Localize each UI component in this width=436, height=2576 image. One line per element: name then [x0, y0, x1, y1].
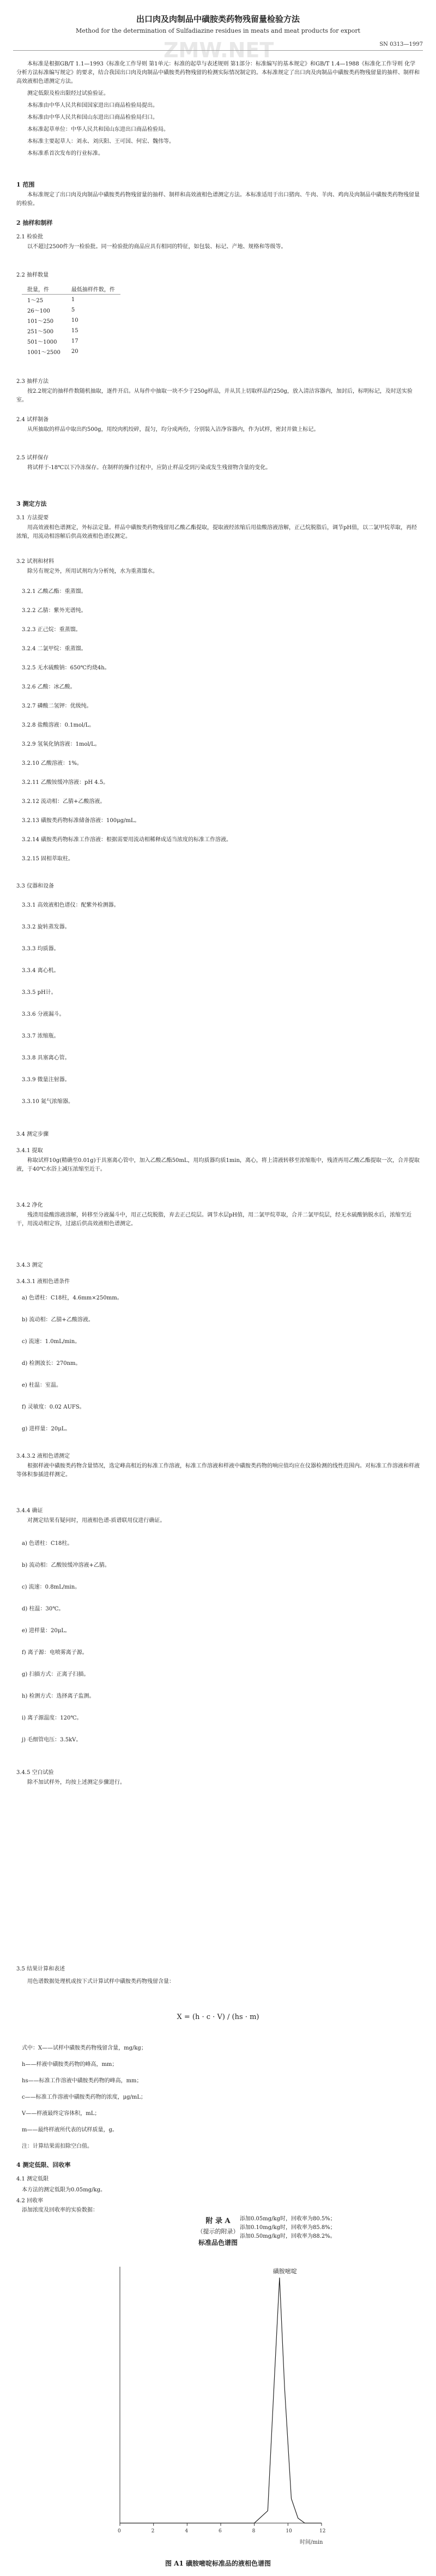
annex-nature: （提示的附录） — [197, 2228, 239, 2235]
table-row — [22, 295, 120, 305]
reagent-item: 3.2.1 乙酸乙酯：重蒸馏。 — [22, 589, 87, 595]
equipment-item: 3.3.8 具塞离心管。 — [22, 1055, 70, 1061]
condition-item: h) 检测方式：选择离子监测。 — [22, 1693, 95, 1699]
reagent-item: 3.2.2 乙腈：紫外光谱纯。 — [22, 608, 87, 614]
header-rule — [13, 50, 423, 51]
equipment-item: 3.3.3 均质器。 — [22, 946, 59, 952]
subsection-heading: 3.5 结果计算和表述 — [16, 1966, 65, 1972]
reagent-item: 3.2.8 盐酸溶液：0.1mol/L。 — [22, 722, 95, 728]
sampling-table — [22, 284, 120, 357]
table-caption: 2.2 抽样数量 — [16, 272, 49, 278]
subsection-heading: 3.1 方法提要 — [16, 515, 49, 521]
doc-number: SN 0313—1997 — [379, 41, 423, 47]
subsection-heading: 2.4 试样制备 — [16, 417, 49, 423]
variable-def: 式中：X——试样中磺胺类药物残留含量，mg/kg； — [22, 2045, 147, 2051]
doc-title-en: Method for the determination of Sulfadiazine residues in meats and meat products for export — [75, 27, 361, 34]
section-heading: 4 测定低限、回收率 — [16, 2161, 71, 2168]
condition-item: c) 流速：0.8mL/min。 — [22, 1584, 81, 1590]
cell: 1 — [71, 297, 75, 303]
section-text — [16, 1157, 420, 1177]
section-text — [16, 464, 420, 476]
x-ticks — [118, 2523, 325, 2534]
equipment-item: 3.3.9 微量注射器。 — [22, 1077, 70, 1083]
paragraph: 从所抽取的样品中取出约500g，用绞肉机绞碎，混匀，均分成两份，分别装入洁净容器内，作为试样，密封并做上标记。 — [27, 427, 319, 433]
reagent-item: 3.2.13 磺胺类药物标准储备溶液：100μg/mL。 — [22, 818, 140, 824]
paragraph: 用高效液相色谱测定，外标法定量。样品中磺胺类药物残留用乙酸乙酯提取，提取液经浓缩后用盐酸溶液溶解，正己烷脱脂后，调节pH值，以二氯甲烷萃取，再经浓缩，用流动相溶解后供高效液相色谱仪测定。 — [16, 525, 417, 540]
condition-item: j) 毛细管电压：3.5kV。 — [22, 1737, 82, 1743]
paragraph: 除不加试样外，均按上述测定步骤进行。 — [27, 1780, 125, 1786]
figure-caption: 图 A1 磺胺嘧啶标准品的液相色谱图 — [165, 2560, 271, 2567]
reagent-item: 3.2.4 二氯甲烷：重蒸馏。 — [22, 646, 87, 652]
section-text — [16, 387, 420, 408]
reagent-item: 3.2.14 磺胺类药物标准工作溶液：根据需要用流动相稀释成适当浓度的标准工作溶液。 — [22, 837, 232, 843]
x-tick-label: 2 — [151, 2529, 155, 2534]
note: 注：计算结果需扣除空白值。 — [22, 2143, 93, 2149]
equipment-item: 3.3.2 旋转蒸发器。 — [22, 924, 70, 930]
condition-item: a) 色谱柱：C18柱。 — [22, 1541, 73, 1547]
variable-def: c——标准工作溶液中磺胺类药物的浓度，μg/mL； — [22, 2094, 146, 2100]
subsection-heading: 3.4.3 测定 — [16, 1262, 43, 1268]
subsection-heading: 4.1 测定低限 — [16, 2176, 49, 2182]
reagent-item: 3.2.3 正己烷：重蒸馏。 — [22, 627, 81, 633]
paragraph: 本方法的测定低限为0.05mg/kg。 — [22, 2187, 106, 2193]
cell: 501～1000 — [27, 339, 57, 345]
variable-def: hs——标准工作溶液中磺胺类药物的峰高，mm； — [22, 2078, 142, 2084]
cell: 251～500 — [27, 329, 54, 335]
recovery-item: 添加0.10mg/kg时，回收率为85.8%； — [240, 2225, 336, 2231]
x-tick-label: 0 — [118, 2529, 121, 2534]
x-tick-label: 6 — [219, 2529, 222, 2534]
subsection-heading: 3.4.2 净化 — [16, 1202, 43, 1208]
table-row — [22, 346, 120, 357]
condition-item: e) 柱温：室温。 — [22, 1382, 62, 1388]
subsection-heading: 3.4.3.1 液相色谱条件 — [16, 1279, 70, 1285]
cell: 10 — [71, 317, 78, 324]
variable-def: h——样液中磺胺类药物的峰高，mm； — [22, 2062, 118, 2068]
section-heading: 2 抽样和制样 — [16, 219, 53, 226]
equipment-item: 3.3.10 氮气浓缩器。 — [22, 1099, 74, 1105]
equipment-item: 3.3.7 浓缩瓶。 — [22, 1033, 59, 1039]
cell: 20 — [71, 349, 78, 355]
watermark: ZMW.NET — [164, 38, 274, 62]
section-text — [16, 1211, 420, 1232]
x-tick-label: 12 — [319, 2529, 326, 2534]
subsection-heading: 3.4.3.2 液相色谱测定 — [16, 1453, 70, 1459]
section-text — [16, 1778, 420, 1790]
intro-paragraph: 本标准由中华人民共和国国家进出口商品检验局提出。 — [27, 103, 158, 109]
cell: 17 — [71, 338, 78, 344]
peak-label: 磺胺嘧啶 — [272, 2268, 297, 2275]
chromatogram-chart — [104, 2256, 332, 2550]
subsection-heading: 3.2 试剂和材料 — [16, 559, 55, 565]
x-tick-label: 10 — [286, 2529, 292, 2534]
section-text — [16, 243, 420, 255]
reagent-item: 3.2.9 氢氧化钠溶液：1mol/L。 — [22, 741, 100, 747]
formula: X = (h · c · V) / (hs · m) — [177, 2013, 259, 2021]
section-text — [16, 1517, 420, 1529]
condition-item: g) 扫描方式：正离子扫描。 — [22, 1672, 89, 1678]
annex-name: 标准品色谱图 — [198, 2239, 238, 2246]
condition-item: a) 色谱柱：C18柱，4.6mm×250mm。 — [22, 1295, 123, 1301]
subsection-heading: 3.3 仪器和设备 — [16, 883, 55, 889]
subsection-heading: 2.3 抽样方法 — [16, 379, 49, 385]
reagent-item: 3.2.15 固相萃取柱。 — [22, 856, 74, 862]
intro-paragraph: 本标准起草单位：中华人民共和国山东进出口商品检验局。 — [27, 127, 169, 133]
paragraph: 除另有规定外，所用试剂均为分析纯，水为重蒸馏水。 — [27, 568, 158, 574]
reagent-item: 3.2.10 乙酸溶液：1%。 — [22, 760, 82, 766]
paragraph: 本标准规定了出口肉及肉制品中磺胺类药物残留量的抽样、制样和高效液相色谱测定方法。本标准适用于出口猪肉、牛肉、羊肉、鸡肉及肉制品中磺胺类药物残留量的检验。 — [16, 192, 420, 207]
section-text — [16, 191, 420, 212]
paragraph: 残渣用盐酸溶液溶解，转移至分液漏斗中，用正己烷脱脂，弃去正己烷层。调节水层pH值，用二氯甲烷萃取，合并二氯甲烷层，经无水硫酸钠脱水后，浓缩至近干，用流动相定容，过滤后供高效液相色谱测定。 — [16, 1212, 412, 1227]
table-row — [22, 336, 120, 346]
cell: 15 — [71, 328, 78, 334]
condition-item: g) 进样量：20μL。 — [22, 1426, 71, 1432]
intro-paragraph: 测定低限及检出限经过试验验证。 — [27, 91, 109, 97]
condition-item: f) 离子源：电喷雾离子源。 — [22, 1650, 88, 1656]
reagent-item: 3.2.5 无水硫酸钠：650℃灼烧4h。 — [22, 665, 110, 671]
intro-paragraph: 本标准系首次发布的行业标准。 — [27, 151, 104, 157]
reagent-item: 3.2.6 乙酸：冰乙酸。 — [22, 684, 76, 690]
paragraph: 对测定结果有疑问时，用液相色谱-质谱联用仪进行确证。 — [27, 1518, 166, 1524]
reagent-item: 3.2.11 乙酸铵缓冲溶液：pH 4.5。 — [22, 780, 109, 786]
table-header: 最低抽样件数，件 — [66, 284, 120, 295]
condition-item: b) 流动相：乙酸铵缓冲溶液+乙腈。 — [22, 1562, 110, 1568]
subsection-heading: 3.4.1 提取 — [16, 1148, 43, 1154]
paragraph: 以不超过2500件为一检验批。同一检验批的商品应具有相同的特征，如包装、标记、产地、规格和等级等。 — [27, 244, 287, 250]
section-heading: 1 范围 — [16, 181, 35, 188]
reagent-item: 3.2.12 流动相：乙腈+乙酸溶液。 — [22, 799, 106, 805]
subsection-heading: 2.1 检验批 — [16, 234, 44, 240]
paragraph: 将试样于-18℃以下冷冻保存。在制样的操作过程中，应防止样品受到污染或发生残留物含量的变化。 — [27, 465, 271, 471]
annex-label: 附 录 A — [205, 2217, 231, 2225]
subsection-heading: 3.4.4 确证 — [16, 1508, 43, 1514]
intro — [16, 60, 420, 161]
condition-item: i) 离子源温度：120℃。 — [22, 1715, 82, 1721]
intro-paragraph: 本标准主要起草人：刘永、刘庆阳、王可国、何宏、魏伟等。 — [27, 139, 174, 145]
condition-item: b) 流动相：乙腈+乙酸溶液。 — [22, 1317, 94, 1323]
recovery-item: 添加0.05mg/kg时，回收率为80.5%； — [240, 2216, 336, 2222]
subsection-heading: 3.4.5 空白试验 — [16, 1770, 54, 1776]
table-row — [22, 305, 120, 315]
condition-item: c) 流速：1.0mL/min。 — [22, 1339, 81, 1345]
table-row — [22, 326, 120, 336]
paragraph: 用色谱数据处理机或按下式计算试样中磺胺类药物残留含量： — [27, 1979, 174, 1985]
equipment-item: 3.3.4 离心机。 — [22, 968, 59, 974]
equipment-item: 3.3.1 高效液相色谱仪：配紫外检测器。 — [22, 902, 119, 908]
chromatogram-trace — [120, 2278, 322, 2523]
paragraph: 添加浓度及回收率的实验数据： — [22, 2207, 98, 2213]
subsection-heading: 3.4 测定步骤 — [16, 1131, 49, 1137]
paragraph: 根据样液中磺胺类药物含量情况，选定峰高相近的标准工作溶液，标准工作溶液和样液中磺胺类药物的响应值均应在仪器检测的线性范围内。对标准工作溶液和样液等体积参插进样测定。 — [16, 1463, 420, 1478]
section-heading: 3 测定方法 — [16, 500, 47, 507]
section-text — [16, 524, 420, 544]
section-text — [16, 567, 420, 579]
condition-item: d) 检测波长：270nm。 — [22, 1361, 81, 1367]
condition-item: d) 柱温：30℃。 — [22, 1606, 64, 1612]
cell: 101～250 — [27, 319, 54, 325]
table-row — [22, 315, 120, 326]
paragraph: 称取试样10g(精确至0.01g)于具塞离心管中，加入乙酸乙酯50mL，用均质器均质1min，离心，将上清液转移至浓缩瓶中，残渣再用乙酸乙酯提取一次，合并提取液，于40℃水浴上减压浓缩至近干。 — [16, 1158, 420, 1172]
section-text — [16, 1462, 420, 1483]
x-tick-label: 8 — [252, 2529, 256, 2534]
condition-item: f) 灵敏度：0.02 AUFS。 — [22, 1404, 85, 1410]
variable-def: V——样液最终定容体积，mL； — [22, 2111, 100, 2117]
recovery-item: 添加0.50mg/kg时，回收率为88.2%。 — [240, 2233, 336, 2239]
section-text — [16, 1978, 420, 1990]
paragraph: 按2.2规定的抽样件数随机抽取，逐件开启。从每件中抽取一块不少于250g样品，并从其上切取样品约250g，放入清洁容器内，加封后，标明标记，及时送实验室。 — [16, 388, 413, 403]
cell: 1～25 — [27, 298, 44, 304]
subsection-heading: 4.2 回收率 — [16, 2198, 44, 2204]
table-header: 批量，件 — [22, 284, 66, 295]
x-tick-label: 4 — [185, 2529, 189, 2534]
doc-title: 出口肉及肉制品中磺胺类药物残留量检验方法 — [136, 14, 300, 24]
intro-paragraph: 本标准由中华人民共和国山东进出口商品检验局归口。 — [27, 115, 158, 121]
intro-paragraph: 本标准是根据GB/T 1.1—1993《标准化工作导则 第1单元：标准的起草与表述规则 第1部分：标准编写的基本规定》和GB/T 1.4—1988《标准化工作导则 化学分析方法标准编写规定》的要求，结合我国出口肉及肉制品中磺胺类药物残留的检测实际情况制定的。本标准规定了出口肉及肉制品中磺胺类药物残留量的抽样、制样和高效液相色谱测定方法。 — [16, 61, 420, 85]
equipment-item: 3.3.6 分液漏斗。 — [22, 1011, 65, 1017]
subsection-heading: 2.5 试样保存 — [16, 455, 49, 461]
variable-def: m——最终样液所代表的试样质量，g。 — [22, 2127, 118, 2133]
equipment-item: 3.3.5 pH计。 — [22, 990, 57, 996]
condition-item: e) 进样量：20μL。 — [22, 1628, 70, 1634]
cell: 1001～2500 — [27, 350, 60, 356]
cell: 5 — [71, 307, 75, 313]
section-text — [16, 426, 420, 438]
cell: 26～100 — [27, 308, 50, 314]
reagent-item: 3.2.7 磷酸二氢钾：优级纯。 — [22, 703, 92, 709]
x-axis-label: 时间/min — [300, 2539, 323, 2545]
